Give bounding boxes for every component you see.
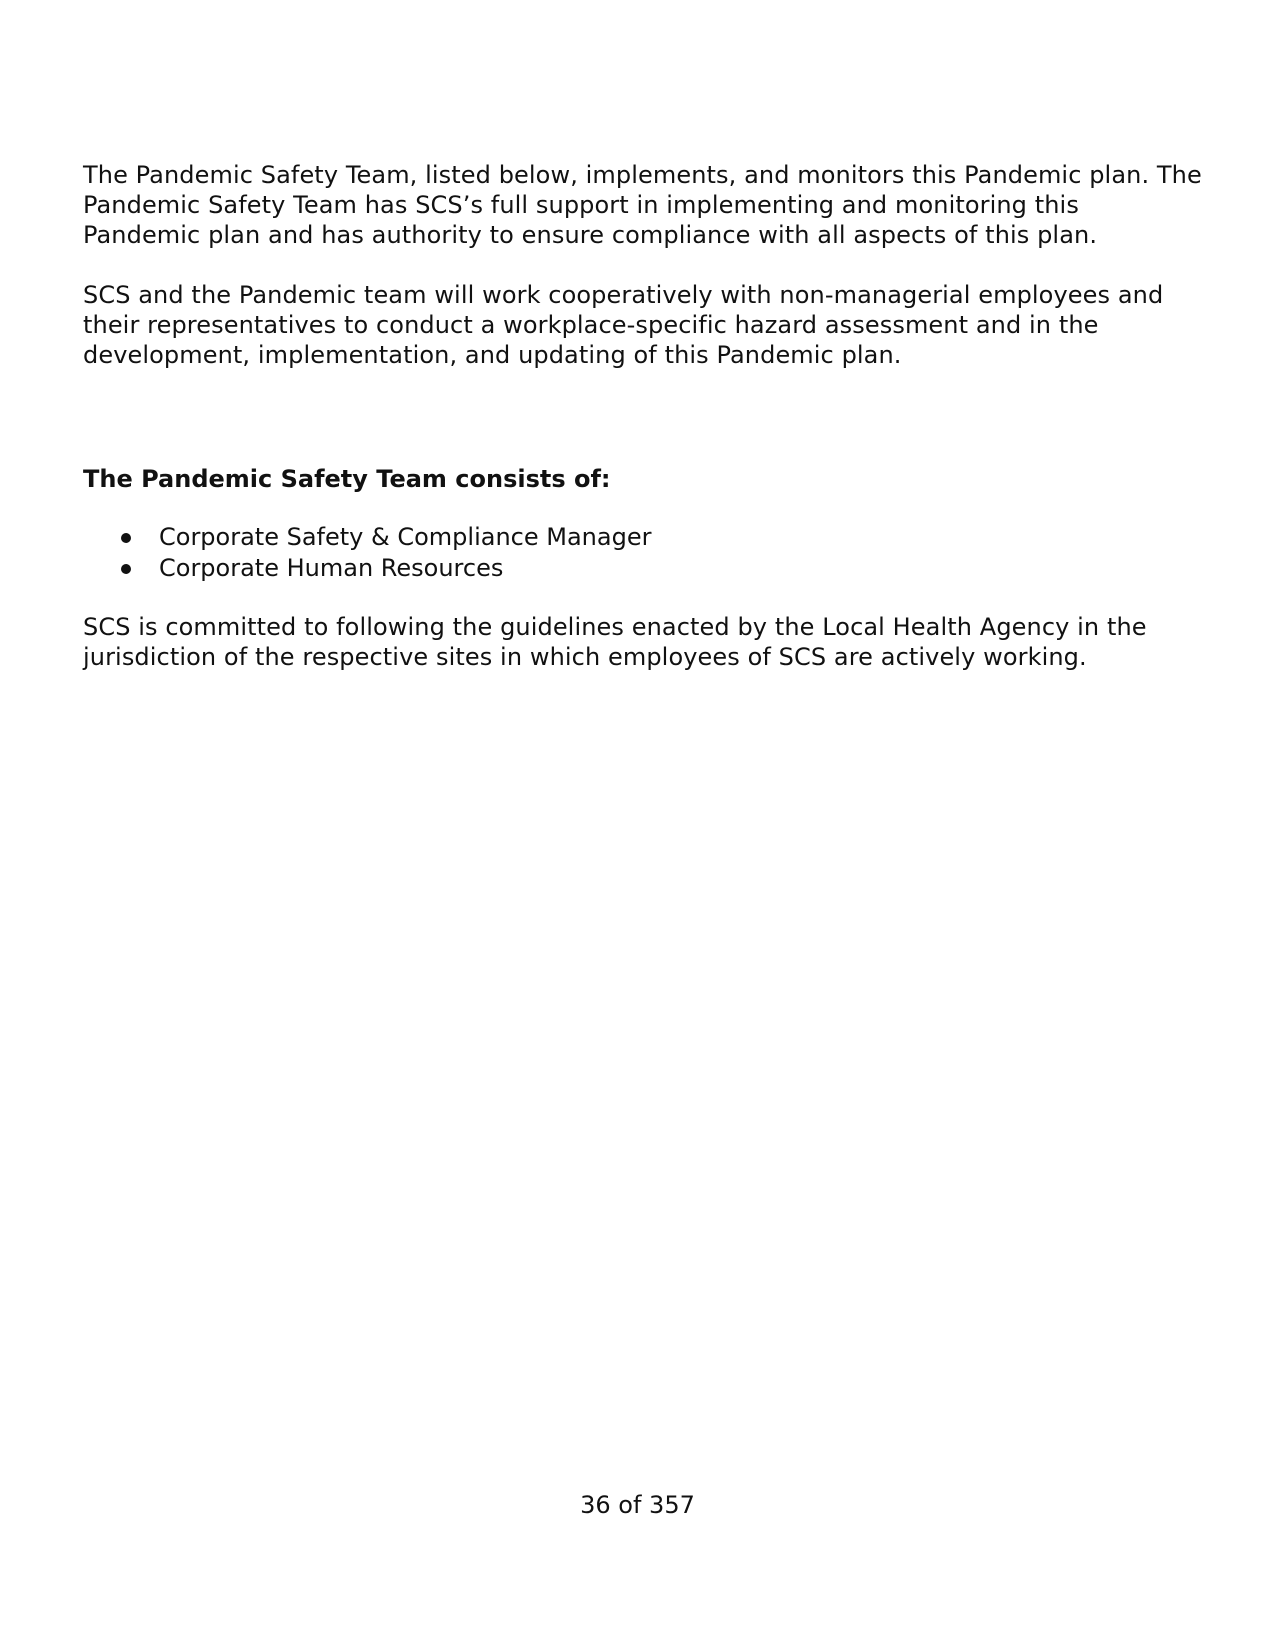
- team-member-label: Corporate Safety & Compliance Manager: [159, 523, 652, 551]
- page-content: [83, 160, 1203, 672]
- list-item: [83, 553, 1203, 584]
- paragraph-team-role: The Pandemic Safety Team, listed below, implements, and monitors this Pandemic plan. The Pandemic Safety Team has SCS’s full support in implementing and monitoring this Pandemic plan and has authority to ensure compliance with all aspects of this plan.: [83, 161, 1202, 249]
- team-member-list: [83, 522, 1203, 584]
- team-member-label: Corporate Human Resources: [159, 554, 504, 582]
- paragraph-cooperation: SCS and the Pandemic team will work cooperatively with non-managerial employees and their representatives to conduct a workplace-specific hazard assessment and in the development, implementation, and updating of this Pandemic plan.: [83, 281, 1164, 369]
- paragraph-guidelines: SCS is committed to following the guidelines enacted by the Local Health Agency in the jurisdiction of the respective sites in which employees of SCS are actively working.: [83, 613, 1147, 671]
- team-heading: The Pandemic Safety Team consists of:: [83, 465, 611, 493]
- bullet-icon: [121, 564, 131, 574]
- page-number: 36 of 357: [580, 1491, 695, 1519]
- bullet-icon: [121, 533, 131, 543]
- list-item: [83, 522, 1203, 553]
